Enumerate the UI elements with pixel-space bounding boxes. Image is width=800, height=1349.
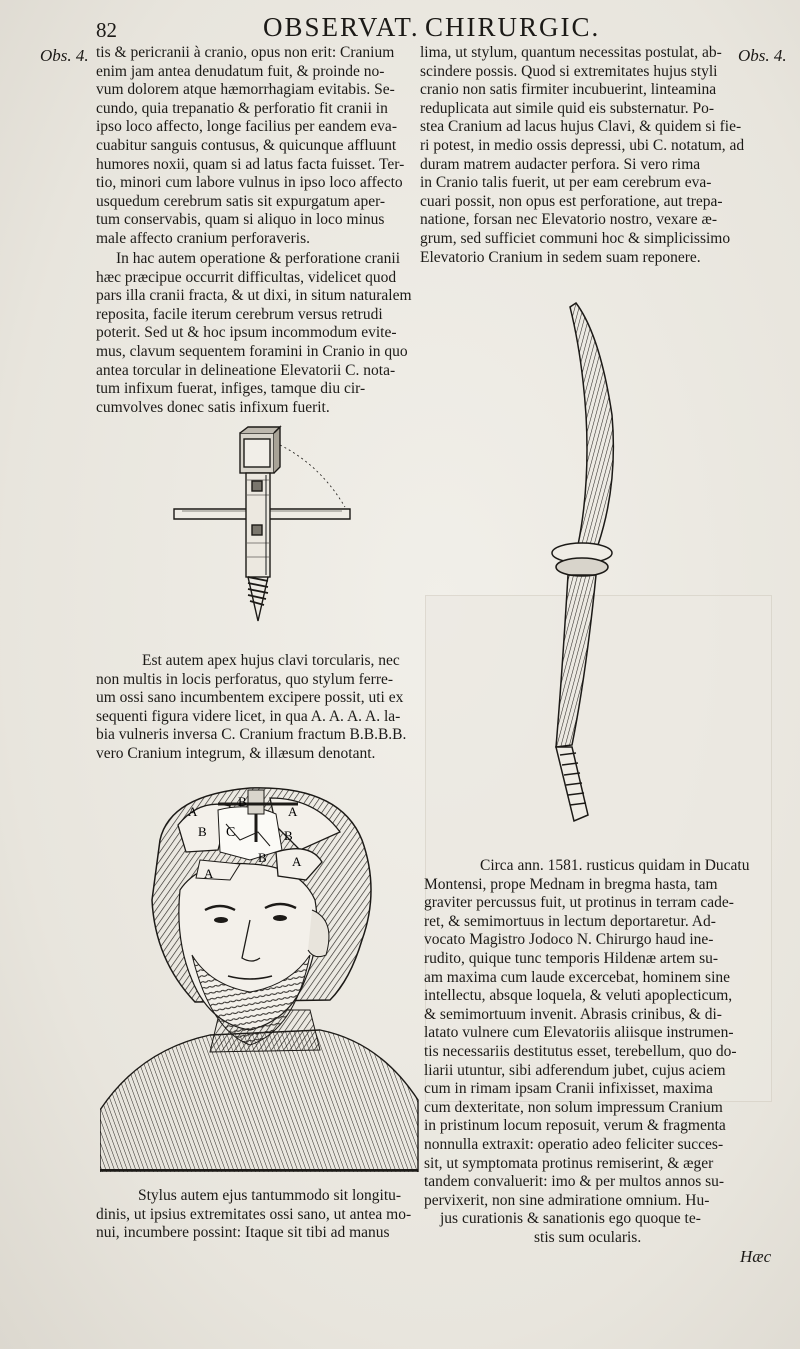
margin-note-left: Obs. 4. [40,46,89,65]
text-line: vero Cranium integrum, & illæsum denotant. [96,744,376,762]
text-line: humores noxii, quam si ad latus facta fuisset. Ter- [96,155,405,173]
text-line: um ossi sano incumbentem excipere possit, uti ex [96,689,404,707]
screw-clamp-figure [170,425,360,625]
text-line: pars illa cranii fracta, & ut dixi, in situm naturalem [96,287,412,305]
text-line: nonnulla extraxit: operatio adeo feliciter succes- [424,1135,724,1153]
text-line: liarii utuntur, sibi adferendum jubet, cujus aciem [424,1061,726,1079]
text-line: tandem convaluerit: imo & per multos annos su- [424,1173,725,1191]
text-line: graviter percussus fuit, ut protinus in terram cade- [424,894,734,912]
text-line: tum conservabis, quam si aliquo in loco minus [96,211,385,229]
text-line: am maxima cum laude excercebat, hominem sine [424,968,731,986]
label-a-2: A [288,804,298,819]
label-b-4: B [258,850,267,865]
text-line: cuari possit, non opus est perforatione, aut trepa- [420,192,723,210]
text-line: tis & pericranii à cranio, opus non erit: Cranium [96,44,395,61]
text-line: cumvolves donec satis infixum fuerit. [96,398,330,416]
text-line: Est autem apex hujus clavi torcularis, nec [142,652,400,669]
text-line: stis sum ocularis. [534,1228,642,1246]
text-line: mus, clavum sequentem foramini in Cranio in quo [96,342,408,360]
text-line: cum in rimam ipsam Cranii infixisset, maxima [424,1080,713,1098]
head-woodcut-figure [100,780,420,1172]
text-line: rudito, quique tunc temporis Hildenæ artem su- [424,949,719,967]
text-line: ret, & semimortuus in lectum deportaretur. Ad- [424,912,716,930]
text-line: antea torcular in delineatione Elevatorii C. nota- [96,361,396,379]
text-line: pervixerit, non sine admiratione omnium. Hu- [424,1191,710,1209]
text-line: cranio non satis firmiter incubuerint, linteamina [420,81,717,99]
running-header [0,8,800,42]
page-number: 82 [96,18,117,42]
elevator-instrument-figure [520,295,640,835]
right-para-2 [424,857,749,1247]
text-line: Montensi, prope Mednam in bregma hasta, tam [424,875,718,893]
margin-note-right: Obs. 4. [738,46,787,65]
label-b-2: B [198,824,207,839]
text-line: Elevatorio Cranium in sedem suam reponere. [420,248,701,266]
text-line: cundo, quia trepanatio & perforatio fit cranii in [96,99,388,117]
text-line: grum, sed sufficiet communi hoc & simplicissimo [420,229,731,247]
text-line: vum dolorem atque hæmorrhagiam evitabis. Se- [96,81,395,99]
label-a-1: A [188,804,198,819]
left-para-1 [96,44,404,249]
text-line: usquedum cerebrum satis sit expurgatum aper- [96,192,386,210]
text-line: ri potest, in medio ossis depressi, ubi C. notatum, ad [420,136,745,154]
text-line: cum dexteritate, non solum impressum Cranium [424,1098,723,1116]
text-line: poterit. Sed ut & hoc ipsum incommodum evite- [96,324,397,342]
text-line: bia vulneris inversa C. Cranium fractum B.B.B.B. [96,726,407,744]
text-line: & semimortuum invenit. Abrasis crinibus, & di- [424,1005,722,1023]
text-line: vocato Magistro Jodoco N. Chirurgo haud ine- [424,931,714,949]
label-b-3: B [284,828,293,843]
text-line: intellectu, absque loquela, & veluti apoplecticum, [424,987,733,1005]
text-line: tis necessariis destitutus esset, terebellum, quo do- [424,1042,737,1060]
text-line: natione, forsan nec Elevatorio nostro, vexare æ- [420,211,717,229]
text-line: Circa ann. 1581. rusticus quidam in Ducatu [480,857,750,874]
text-line: in Cranio talis fuerit, ut per eam cerebrum eva- [420,174,712,192]
label-a-3: A [204,866,214,881]
text-line: nui, incumbere possint: Itaque sit tibi ad manus [96,1224,390,1242]
text-line: dinis, ut ipsius extremitates ossi sano, ut antea mo- [96,1205,412,1223]
text-line: tum infixum fuerat, infiges, tamque diu cir- [96,380,366,398]
text-line: In hac autem operatione & perforatione cranii [116,250,401,267]
header-title-right: CHIRURGIC. [425,12,601,42]
text-line: scindere possis. Quod si extremitates hujus styli [420,62,718,80]
text-line: reduplicata aut simile quid eis substernatur. Po- [420,99,715,117]
left-para-4 [96,1187,411,1243]
text-line: jus curationis & sanationis ego quoque te- [440,1210,701,1228]
catchword: Hæc [740,1247,772,1266]
text-line: sit, ut symptomata protinus remiserint, & æger [424,1154,714,1172]
text-line: sequenti figura videre licet, in qua A. A. A. A. la- [96,707,401,725]
header-title-left: OBSERVAT. [263,12,420,42]
right-para-1 [420,44,744,267]
text-line: lima, ut stylum, quantum necessitas postulat, ab- [420,44,722,61]
text-line: non multis in locis perforatus, quo stylum ferre- [96,670,394,688]
text-line: latato vulnere cum Elevatoriis aliisque instrumen- [424,1024,734,1042]
text-line: ipso loco affecto, longe facilius per eandem eva- [96,118,397,136]
text-line: enim jam antea denudatum fuit, & proinde no- [96,62,385,80]
text-line: duram matrem audacter perfora. Si vero rima [420,155,701,173]
text-line: in pristinum locum reposuit, verum & fragmenta [424,1117,726,1135]
text-line: Stylus autem ejus tantummodo sit longitu- [138,1187,402,1204]
label-b-1: B [238,794,247,809]
text-line: stea Cranium ad lacus hujus Clavi, & quidem si fie- [420,118,742,136]
text-line: reposita, facile iterum cerebrum versus retrudi [96,305,383,323]
left-para-2 [96,250,412,417]
text-line: tio, minori cum labore vulnus in ipso loco affecto [96,174,403,192]
text-line: cuabitur sanguis contusus, & quicunque affluunt [96,136,397,154]
label-c: C [226,825,236,840]
label-a-4: A [292,854,302,869]
left-para-3 [96,652,406,764]
text-line: hæc præcipue occurrit difficultas, videlicet quod [96,268,397,286]
text-line: male affecto cranium perforaveris. [96,229,311,247]
